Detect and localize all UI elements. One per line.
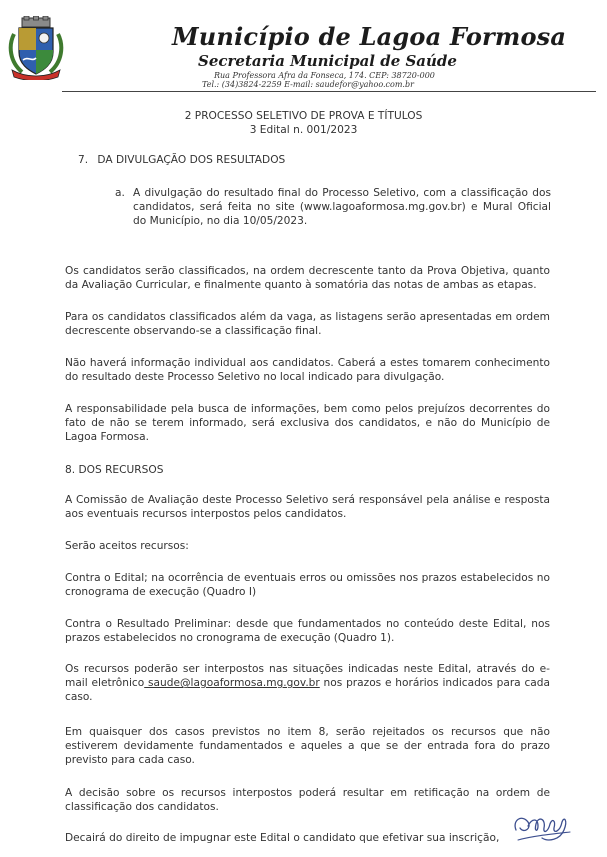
header-divider — [62, 91, 596, 92]
section-number: 7. — [78, 154, 89, 166]
paragraph-impugnation: Decairá do direito de impugnar este Edital o candidato que efetivar sua inscrição, — [65, 832, 500, 844]
paragraph-appeal-email — [65, 662, 550, 705]
municipality-title: Município de Lagoa Formosa — [172, 22, 567, 51]
paragraph-rejected-appeals: Em quaisquer dos casos previstos no item 8, serão rejeitados os recursos que não estiverem devidamente fundamentados e aqueles a que se der entrada fora do prazo previsto para cada caso. — [65, 726, 550, 767]
section-title: DA DIVULGAÇÃO DOS RESULTADOS — [97, 154, 286, 166]
contact-line: Tel.: (34)3824-2259 E-mail: saudefor@yahoo.com.br — [202, 80, 414, 89]
item-letter: a. — [115, 187, 125, 199]
address-line: Rua Professora Afra da Fonseca, 174. CEP: 38720-000 — [214, 71, 435, 80]
paragraph-no-individual-info: Não haverá informação individual aos candidatos. Caberá a estes tomarem conhecimento do resultado deste Processo Seletivo no local indicado para divulgação. — [65, 357, 550, 384]
signature-icon — [508, 808, 578, 848]
item-text: A divulgação do resultado final do Processo Seletivo, com a classificação dos candidatos, será feita no site (www.lagoaformosa.mg.gov.br) e Mural Oficial do Município, no dia 10/05/2023. — [133, 187, 551, 228]
appeal-text-end: nos prazos e horários indicados para cada caso. — [65, 677, 550, 704]
paragraph-commission: A Comissão de Avaliação deste Processo Seletivo será responsável pela análise e resposta aos eventuais recursos interpostos pelos candidatos. — [65, 494, 550, 521]
edital-number: 3 Edital n. 001/2023 — [249, 124, 358, 136]
appeal-text-start: Os recursos poderão ser interpostos nas situações indicadas neste Edital, através do e-mail eletrônico — [65, 663, 550, 690]
email-link[interactable]: saude@lagoaformosa.mg.gov.br — [144, 677, 320, 690]
paragraph-against-result: Contra o Resultado Preliminar: desde que fundamentados no conteúdo deste Edital, nos prazos estabelecidos no cronograma de execução (Quadro 1). — [65, 618, 550, 645]
paragraph-listings: Para os candidatos classificados além da vaga, as listagens serão apresentadas em ordem decrescente observando-se a classificação final. — [65, 311, 550, 338]
coat-of-arms-icon — [8, 16, 64, 80]
document-heading: 2 PROCESSO SELETIVO DE PROVA E TÍTULOS — [184, 110, 423, 122]
department-subtitle: Secretaria Municipal de Saúde — [198, 52, 457, 70]
paragraph-accepted-appeals: Serão aceitos recursos: — [65, 540, 189, 552]
paragraph-responsibility: A responsabilidade pela busca de informações, bem como pelos prejuízos decorrentes do fato de não se terem informado, será exclusiva dos candidatos, e não do Município de Lagoa Formosa. — [65, 403, 550, 444]
section-8-heading: 8. DOS RECURSOS — [65, 464, 164, 476]
paragraph-against-edital: Contra o Edital; na ocorrência de eventuais erros ou omissões nos prazos estabelecidos no cronograma de execução (Quadro I) — [65, 572, 550, 599]
paragraph-classification: Os candidatos serão classificados, na ordem decrescente tanto da Prova Objetiva, quanto da Avaliação Curricular, e finalmente quanto à somatória das notas de ambas as etapas. — [65, 265, 550, 292]
paragraph-decision: A decisão sobre os recursos interpostos poderá resultar em retificação na ordem de classificação dos candidatos. — [65, 787, 550, 814]
section-7-heading — [78, 153, 285, 167]
